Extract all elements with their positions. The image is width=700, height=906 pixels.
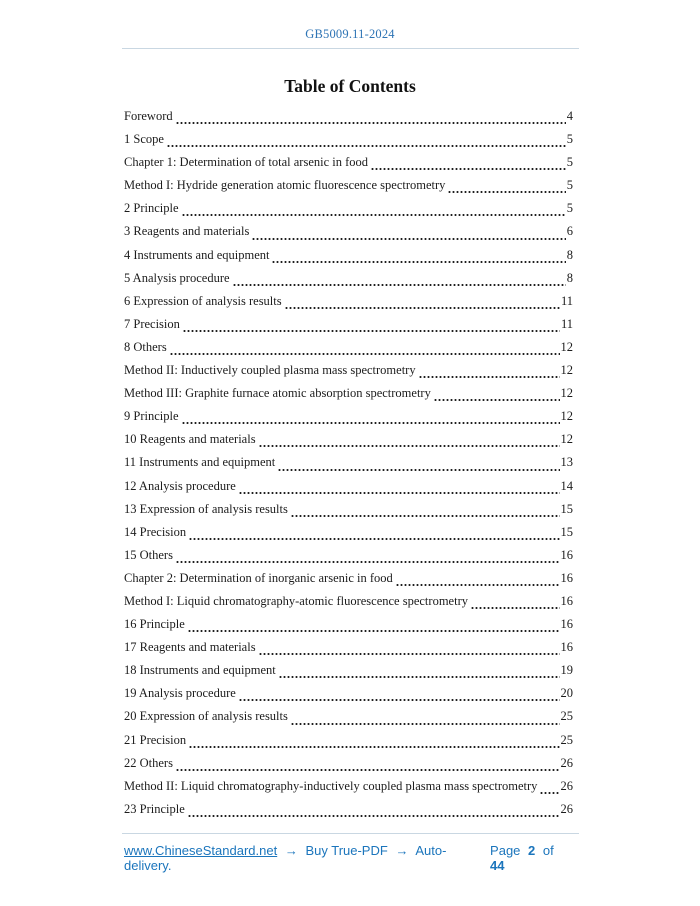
page-footer (124, 843, 573, 873)
toc-entry-label: 1 Scope (124, 132, 164, 147)
toc-dot-leader (540, 791, 559, 795)
toc-entry-page: 13 (560, 455, 573, 470)
toc-entry-label: Method II: Inductively coupled plasma mass spectrometry (124, 363, 416, 378)
page-label: Page (490, 842, 521, 858)
footer-divider (122, 833, 579, 834)
toc-entry-page: 16 (560, 617, 573, 632)
toc-entry-page: 12 (560, 432, 573, 447)
toc-entry-page: 26 (560, 755, 573, 770)
toc-entry-label: 3 Reagents and materials (124, 224, 250, 239)
toc-dot-leader (189, 537, 559, 541)
toc-dot-leader (233, 283, 566, 287)
toc-entry-page: 6 (566, 224, 573, 239)
toc-entry-label: 2 Principle (124, 201, 179, 216)
toc-entry (124, 571, 573, 594)
toc-dot-leader (419, 375, 560, 379)
toc-entry (124, 155, 573, 178)
toc-dot-leader (182, 421, 560, 425)
page-title: Table of Contents (284, 76, 416, 96)
toc-dot-leader (188, 814, 560, 818)
toc-entry-label: 5 Analysis procedure (124, 270, 230, 285)
page-current: 2 (528, 842, 536, 858)
toc-entry (124, 502, 573, 525)
toc-dot-leader (259, 444, 560, 448)
toc-entry-page: 16 (560, 570, 573, 585)
toc-entry (124, 663, 573, 686)
of-label: of (542, 842, 554, 858)
toc-entry (124, 224, 573, 247)
toc-dot-leader (239, 698, 560, 702)
toc-dot-leader (272, 260, 565, 264)
toc-entry-page: 11 (560, 293, 573, 308)
toc-entry-page: 25 (560, 732, 573, 747)
toc-dot-leader (291, 514, 560, 518)
toc-entry-label: 23 Principle (124, 801, 185, 816)
footer-delivery-text: Auto-delivery. (124, 842, 447, 873)
toc-entry (124, 479, 573, 502)
toc-dot-leader (371, 167, 566, 171)
toc-entry-label: Method II: Liquid chromatography-inductively coupled plasma mass spectrometry (124, 778, 538, 793)
toc-entry (124, 594, 573, 617)
page-total: 44 (490, 857, 505, 873)
toc-dot-leader (239, 491, 560, 495)
toc-entry-label: 17 Reagents and materials (124, 640, 256, 655)
toc-list (124, 109, 573, 825)
page-indicator (486, 843, 573, 873)
toc-dot-leader (396, 583, 560, 587)
toc-entry-label: 4 Instruments and equipment (124, 247, 270, 262)
toc-entry (124, 178, 573, 201)
toc-dot-leader (176, 560, 560, 564)
toc-entry-page: 16 (560, 547, 573, 562)
footer-buy-text: Buy True-PDF (305, 842, 388, 858)
toc-dot-leader (259, 652, 560, 656)
toc-dot-leader (176, 121, 566, 125)
toc-entry-label: Chapter 2: Determination of inorganic arsenic in food (124, 570, 393, 585)
toc-entry-label: Method I: Liquid chromatography-atomic fluorescence spectrometry (124, 593, 468, 608)
toc-entry-page: 16 (560, 593, 573, 608)
toc-entry-label: 11 Instruments and equipment (124, 455, 276, 470)
toc-dot-leader (183, 329, 560, 333)
toc-entry-page: 19 (560, 663, 573, 678)
toc-entry (124, 271, 573, 294)
header-divider (122, 48, 579, 49)
toc-dot-leader (434, 398, 560, 402)
toc-entry (124, 455, 573, 478)
toc-entry-page: 12 (560, 339, 573, 354)
toc-dot-leader (182, 213, 566, 217)
toc-entry-label: 15 Others (124, 547, 173, 562)
toc-entry-label: Method III: Graphite furnace atomic absorption spectrometry (124, 386, 431, 401)
toc-entry (124, 248, 573, 271)
doc-number: GB5009.11-2024 (305, 27, 395, 41)
toc-entry (124, 617, 573, 640)
toc-entry (124, 317, 573, 340)
toc-entry-page: 15 (560, 524, 573, 539)
toc-dot-leader (252, 237, 565, 241)
toc-entry-page: 11 (560, 316, 573, 331)
toc-dot-leader (448, 190, 565, 194)
toc-entry-page: 5 (566, 132, 573, 147)
toc-dot-leader (279, 675, 560, 679)
toc-entry-label: 21 Precision (124, 732, 187, 747)
toc-entry-label: 6 Expression of analysis results (124, 293, 282, 308)
toc-entry-page: 14 (560, 478, 573, 493)
toc-entry-page: 5 (566, 178, 573, 193)
toc-entry-label: Chapter 1: Determination of total arsenic in food (124, 155, 369, 170)
toc-dot-leader (170, 352, 560, 356)
toc-entry-label: 20 Expression of analysis results (124, 709, 288, 724)
toc-entry (124, 640, 573, 663)
toc-entry (124, 409, 573, 432)
toc-entry-label: 13 Expression of analysis results (124, 501, 288, 516)
toc-entry-label: 8 Others (124, 339, 167, 354)
toc-entry-label: 7 Precision (124, 316, 180, 331)
toc-entry-page: 16 (560, 640, 573, 655)
toc-entry-page: 25 (560, 709, 573, 724)
toc-entry (124, 132, 573, 155)
toc-dot-leader (471, 606, 560, 610)
arrow-icon: → (284, 842, 298, 858)
toc-entry-label: 14 Precision (124, 524, 187, 539)
toc-entry (124, 294, 573, 317)
toc-entry-label: 22 Others (124, 755, 173, 770)
footer-promo (124, 843, 486, 873)
toc-entry-page: 12 (560, 363, 573, 378)
toc-entry (124, 779, 573, 802)
toc-entry-label: 12 Analysis procedure (124, 478, 236, 493)
toc-dot-leader (278, 468, 559, 472)
toc-entry-page: 12 (560, 386, 573, 401)
toc-entry-page: 8 (566, 270, 573, 285)
toc-entry-label: 19 Analysis procedure (124, 686, 236, 701)
toc-dot-leader (291, 722, 560, 726)
toc-entry-page: 26 (560, 801, 573, 816)
toc-entry-page: 15 (560, 501, 573, 516)
toc-entry (124, 432, 573, 455)
toc-entry (124, 386, 573, 409)
toc-entry (124, 802, 573, 825)
toc-entry-page: 8 (566, 247, 573, 262)
toc-entry (124, 340, 573, 363)
toc-entry-page: 5 (566, 155, 573, 170)
toc-entry-label: 18 Instruments and equipment (124, 663, 276, 678)
toc-entry (124, 109, 573, 132)
toc-entry-page: 26 (560, 778, 573, 793)
toc-dot-leader (167, 144, 566, 148)
toc-entry (124, 548, 573, 571)
toc-entry (124, 709, 573, 732)
toc-entry-label: 16 Principle (124, 617, 185, 632)
toc-dot-leader (285, 306, 560, 310)
toc-entry (124, 686, 573, 709)
toc-dot-leader (188, 629, 560, 633)
toc-entry-label: Method I: Hydride generation atomic fluorescence spectrometry (124, 178, 446, 193)
site-link[interactable]: www.ChineseStandard.net (124, 842, 278, 858)
toc-dot-leader (189, 745, 559, 749)
toc-dot-leader (176, 768, 560, 772)
toc-entry-page: 4 (566, 109, 573, 123)
toc-entry (124, 201, 573, 224)
toc-entry-page: 20 (560, 686, 573, 701)
toc-entry-label: 9 Principle (124, 409, 179, 424)
toc-entry-label: 10 Reagents and materials (124, 432, 256, 447)
toc-entry (124, 733, 573, 756)
toc-entry-page: 5 (566, 201, 573, 216)
toc-entry (124, 756, 573, 779)
toc-entry (124, 363, 573, 386)
toc-entry (124, 525, 573, 548)
toc-entry-label: Foreword (124, 109, 173, 123)
toc-entry-page: 12 (560, 409, 573, 424)
arrow-icon: → (395, 842, 409, 858)
